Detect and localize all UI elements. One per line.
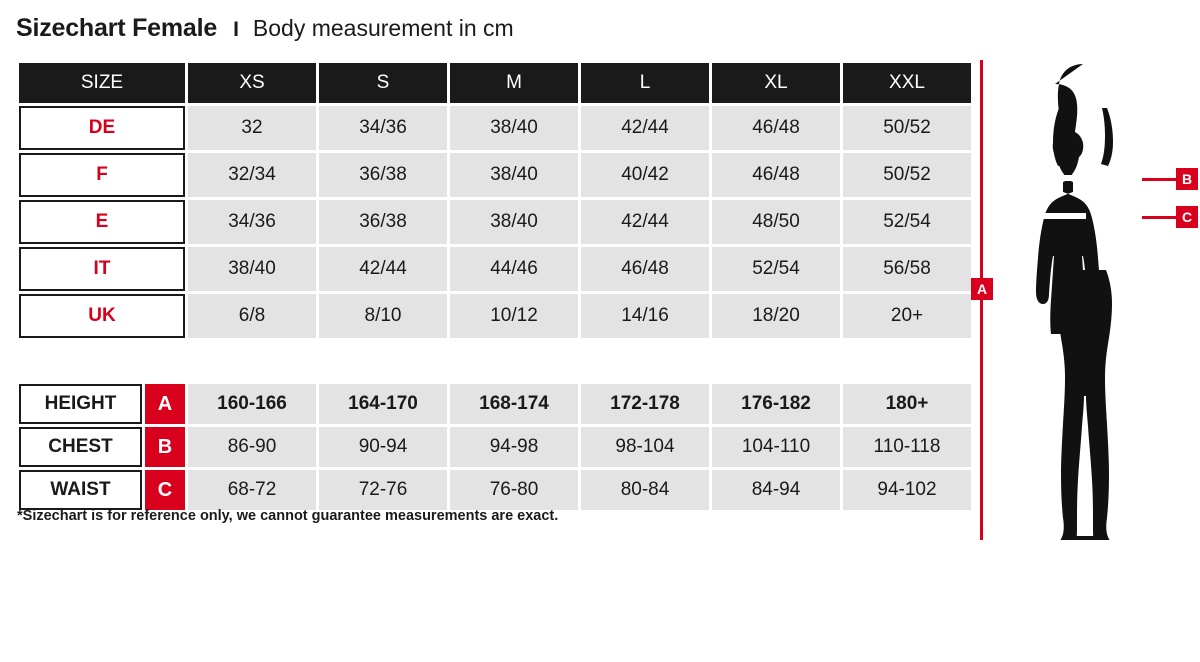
table-row xyxy=(19,427,971,467)
cell-de-xl: 46/48 xyxy=(712,106,840,150)
figure-marker-b: B xyxy=(1176,168,1198,190)
cell-it-m: 44/46 xyxy=(450,247,578,291)
height-measure-line xyxy=(980,60,983,540)
cell-chest-l: 98-104 xyxy=(581,427,709,467)
cell-f-l: 40/42 xyxy=(581,153,709,197)
cell-e-xl: 48/50 xyxy=(712,200,840,244)
figure-marker-a: A xyxy=(971,278,993,300)
cell-f-s: 36/38 xyxy=(319,153,447,197)
cell-height-xxl: 180+ xyxy=(843,384,971,424)
row-label-chest xyxy=(19,427,185,467)
row-label-it: IT xyxy=(19,247,185,291)
sizechart-table-wrap xyxy=(16,60,966,513)
cell-de-l: 42/44 xyxy=(581,106,709,150)
row-label-waist xyxy=(19,470,185,510)
column-header-s: S xyxy=(319,63,447,103)
cell-e-xs: 34/36 xyxy=(188,200,316,244)
cell-height-l: 172-178 xyxy=(581,384,709,424)
table-row xyxy=(19,247,971,291)
row-label-e: E xyxy=(19,200,185,244)
cell-uk-xxl: 20+ xyxy=(843,294,971,338)
cell-waist-xl: 84-94 xyxy=(712,470,840,510)
cell-chest-xl: 104-110 xyxy=(712,427,840,467)
cell-height-m: 168-174 xyxy=(450,384,578,424)
cell-it-xs: 38/40 xyxy=(188,247,316,291)
page-title-separator: I xyxy=(233,18,239,41)
cell-uk-l: 14/16 xyxy=(581,294,709,338)
column-header-m: M xyxy=(450,63,578,103)
cell-waist-xs: 68-72 xyxy=(188,470,316,510)
row-label-de: DE xyxy=(19,106,185,150)
sizechart-table xyxy=(16,60,974,513)
table-row xyxy=(19,294,971,338)
table-header-row xyxy=(19,63,971,103)
cell-chest-s: 90-94 xyxy=(319,427,447,467)
table-spacer xyxy=(19,341,971,381)
table-row xyxy=(19,106,971,150)
body-figure xyxy=(966,50,1200,550)
cell-de-xs: 32 xyxy=(188,106,316,150)
cell-uk-xs: 6/8 xyxy=(188,294,316,338)
row-label-chest-text: CHEST xyxy=(19,427,142,467)
page-title-subtitle: Body measurement in cm xyxy=(252,15,514,41)
cell-de-s: 34/36 xyxy=(319,106,447,150)
table-row xyxy=(19,384,971,424)
cell-waist-xxl: 94-102 xyxy=(843,470,971,510)
table-row xyxy=(19,200,971,244)
chest-band xyxy=(1026,175,1088,181)
cell-f-xl: 46/48 xyxy=(712,153,840,197)
page-title-main: Sizechart Female xyxy=(16,14,218,42)
cell-e-s: 36/38 xyxy=(319,200,447,244)
cell-de-m: 38/40 xyxy=(450,106,578,150)
cell-e-m: 38/40 xyxy=(450,200,578,244)
cell-chest-m: 94-98 xyxy=(450,427,578,467)
cell-chest-xs: 86-90 xyxy=(188,427,316,467)
row-label-height-text: HEIGHT xyxy=(19,384,142,424)
cell-it-s: 42/44 xyxy=(319,247,447,291)
row-label-height xyxy=(19,384,185,424)
cell-height-xs: 160-166 xyxy=(188,384,316,424)
column-header-xxl: XXL xyxy=(843,63,971,103)
marker-letter-c: C xyxy=(145,470,185,510)
table-row xyxy=(19,470,971,510)
row-label-f: F xyxy=(19,153,185,197)
cell-e-xxl: 52/54 xyxy=(843,200,971,244)
cell-it-l: 46/48 xyxy=(581,247,709,291)
column-header-l: L xyxy=(581,63,709,103)
column-header-xs: XS xyxy=(188,63,316,103)
cell-it-xl: 52/54 xyxy=(712,247,840,291)
cell-waist-s: 72-76 xyxy=(319,470,447,510)
cell-uk-m: 10/12 xyxy=(450,294,578,338)
row-label-waist-text: WAIST xyxy=(19,470,142,510)
figure-marker-c: C xyxy=(1176,206,1198,228)
column-header-size: SIZE xyxy=(19,63,185,103)
cell-height-xl: 176-182 xyxy=(712,384,840,424)
page-title xyxy=(16,14,514,43)
footnote: *Sizechart is for reference only, we cannot guarantee measurements are exact. xyxy=(17,508,559,524)
cell-f-m: 38/40 xyxy=(450,153,578,197)
cell-waist-m: 76-80 xyxy=(450,470,578,510)
cell-height-s: 164-170 xyxy=(319,384,447,424)
cell-f-xs: 32/34 xyxy=(188,153,316,197)
row-label-uk: UK xyxy=(19,294,185,338)
cell-waist-l: 80-84 xyxy=(581,470,709,510)
marker-letter-a: A xyxy=(145,384,185,424)
cell-it-xxl: 56/58 xyxy=(843,247,971,291)
cell-f-xxl: 50/52 xyxy=(843,153,971,197)
waist-band xyxy=(1030,213,1086,219)
cell-uk-s: 8/10 xyxy=(319,294,447,338)
cell-de-xxl: 50/52 xyxy=(843,106,971,150)
cell-uk-xl: 18/20 xyxy=(712,294,840,338)
cell-chest-xxl: 110-118 xyxy=(843,427,971,467)
cell-e-l: 42/44 xyxy=(581,200,709,244)
table-row xyxy=(19,153,971,197)
female-silhouette-icon xyxy=(1018,60,1148,540)
column-header-xl: XL xyxy=(712,63,840,103)
marker-letter-b: B xyxy=(145,427,185,467)
